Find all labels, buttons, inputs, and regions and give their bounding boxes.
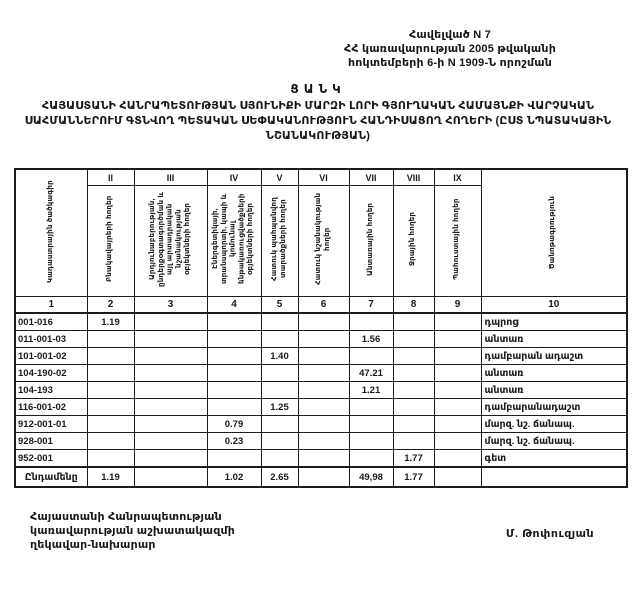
total-value <box>134 467 207 487</box>
cell-value: 1.19 <box>87 313 134 331</box>
total-row <box>15 467 627 487</box>
row-code: 912-001-01 <box>15 416 87 433</box>
total-value: 1.02 <box>207 467 261 487</box>
numeral-VIII: VIII <box>393 169 434 186</box>
table-row <box>15 416 627 433</box>
row-code: 001-016 <box>15 313 87 331</box>
signature-name: Մ. Թոփուզյան <box>505 528 595 540</box>
col-header-settlement-lands: Բնակավայրերի հողեր <box>87 186 134 297</box>
appendix-line-2: ՀՀ կառավարության 2005 թվականի <box>344 43 556 55</box>
appendix-line-1: Հավելված N 7 <box>409 29 491 41</box>
table-row <box>15 433 627 450</box>
cell-value <box>349 399 393 416</box>
cell-value <box>134 433 207 450</box>
cell-value <box>261 382 298 399</box>
table-row <box>15 365 627 382</box>
cell-value <box>393 348 434 365</box>
cell-value <box>87 382 134 399</box>
total-value: 2.65 <box>261 467 298 487</box>
row-code: 104-190-02 <box>15 365 87 382</box>
cell-value <box>87 331 134 348</box>
cell-value <box>134 348 207 365</box>
cell-value <box>207 450 261 468</box>
cell-value <box>434 313 481 331</box>
table-row <box>15 382 627 399</box>
cell-value <box>349 416 393 433</box>
colnum-5: 5 <box>261 297 298 314</box>
col-header-reserve-lands: Պահուստային հողեր <box>434 186 481 297</box>
cell-value <box>87 433 134 450</box>
colnum-7: 7 <box>349 297 393 314</box>
numeral-III: III <box>134 169 207 186</box>
cell-value <box>134 416 207 433</box>
cell-value <box>393 399 434 416</box>
row-note: անտառ <box>481 331 627 348</box>
row-note: դամբարանադաշտ <box>481 399 627 416</box>
cell-value <box>261 416 298 433</box>
row-code: 101-001-02 <box>15 348 87 365</box>
colnum-1: 1 <box>15 297 87 314</box>
colnum-4: 4 <box>207 297 261 314</box>
signature-title-line-1: Հայաստանի Հանրապետության <box>30 511 222 523</box>
row-code: 011-001-03 <box>15 331 87 348</box>
numeral-VI: VI <box>298 169 349 186</box>
cell-value: 1.56 <box>349 331 393 348</box>
colnum-3: 3 <box>134 297 207 314</box>
row-code: 104-193 <box>15 382 87 399</box>
cell-value <box>134 450 207 468</box>
col-header-forest-lands: Անտառային հողեր <box>349 186 393 297</box>
row-note: անտառ <box>481 365 627 382</box>
cell-value <box>434 365 481 382</box>
cell-value <box>434 416 481 433</box>
cell-value <box>393 365 434 382</box>
cell-value <box>434 433 481 450</box>
row-note: մարզ. նշ. ճանապ. <box>481 433 627 450</box>
colnum-9: 9 <box>434 297 481 314</box>
cell-value: 0.23 <box>207 433 261 450</box>
cell-value <box>434 399 481 416</box>
row-code: 116-001-02 <box>15 399 87 416</box>
cell-value: 47.21 <box>349 365 393 382</box>
col-header-industrial-lands: Արդյունաբերության, ընդերքօգտագործման և այլ արտադրական նշանակության օբյեկտների հողեր <box>134 186 207 297</box>
cell-value <box>298 348 349 365</box>
cell-value <box>207 399 261 416</box>
colnum-6: 6 <box>298 297 349 314</box>
cell-value <box>261 313 298 331</box>
col-header-water-lands: Ջրային հողեր <box>393 186 434 297</box>
signature-title-block <box>30 510 235 552</box>
cell-value <box>434 331 481 348</box>
column-number-row <box>15 297 627 314</box>
cell-value <box>207 313 261 331</box>
cell-value <box>134 399 207 416</box>
cell-value: 0.79 <box>207 416 261 433</box>
colnum-8: 8 <box>393 297 434 314</box>
cell-value <box>261 331 298 348</box>
total-value: 1.19 <box>87 467 134 487</box>
table-row <box>15 348 627 365</box>
col-header-special-purpose-lands: Հատուկ նշանակության հողեր <box>298 186 349 297</box>
numeral-IX: IX <box>434 169 481 186</box>
colnum-2: 2 <box>87 297 134 314</box>
cell-value <box>393 313 434 331</box>
total-note <box>481 467 627 487</box>
cell-value <box>207 348 261 365</box>
cell-value <box>434 348 481 365</box>
cell-value <box>134 331 207 348</box>
total-value <box>434 467 481 487</box>
appendix-line-3: հոկտեմբերի 6-ի N 1909-Ն որոշման <box>347 57 553 69</box>
total-value: 49,98 <box>349 467 393 487</box>
cell-value <box>393 433 434 450</box>
table-row <box>15 399 627 416</box>
cell-value <box>261 365 298 382</box>
cell-value <box>349 348 393 365</box>
col-header-energy-transport-lands: Էներգետիկայի, տրանսպորտի, կապի և կոմունալ ենթակառուցվածքների օբյեկտների հողեր <box>207 186 261 297</box>
cell-value <box>298 365 349 382</box>
row-code: 952-001 <box>15 450 87 468</box>
col-header-cadastral-code <box>15 169 87 297</box>
cell-value <box>87 450 134 468</box>
cell-value <box>207 331 261 348</box>
document-subtitle: ՀԱՅԱՍՏԱՆԻ ՀԱՆՐԱՊԵՏՈՒԹՅԱՆ ՍՅՈՒՆԻՔԻ ՄԱՐԶԻ ԼՈՐԻ ԳՅՈՒՂԱԿԱՆ ՀԱՄԱՅՆՔԻ ՎԱՐՉԱԿԱՆ ՍԱՀՄԱՆՆԵՐՈՒՄ ԳՏՆՎՈՂ ՊԵՏԱԿԱՆ ՍԵՓԱԿԱՆՈՒԹՅՈՒՆ ՀԱՆԴԻՍԱՑՈՂ ՀՈՂԵՐԻ (ԸՍՏ ՆՊԱՏԱԿԱՅԻՆ ՆՇԱՆԱԿՈՒԹՅԱՆ) <box>24 100 612 142</box>
cell-value <box>134 382 207 399</box>
cell-value: 1.21 <box>349 382 393 399</box>
cell-value <box>261 433 298 450</box>
cell-value <box>261 450 298 468</box>
cell-value <box>87 365 134 382</box>
document-title: ՑԱՆԿ <box>290 82 346 96</box>
land-table-wrapper <box>14 168 628 488</box>
cell-value <box>298 331 349 348</box>
cell-value: 1.25 <box>261 399 298 416</box>
cadastral-code-label: Կադաստրային ծածկագիր <box>46 180 54 284</box>
cell-value <box>298 399 349 416</box>
total-value <box>298 467 349 487</box>
cell-value <box>393 416 434 433</box>
cell-value <box>298 433 349 450</box>
note-header-label: Ծանոթագրություն <box>549 195 557 269</box>
cell-value <box>393 382 434 399</box>
cell-value <box>207 382 261 399</box>
row-note: անտառ <box>481 382 627 399</box>
row-code: 928-001 <box>15 433 87 450</box>
total-value: 1.77 <box>393 467 434 487</box>
col-header-protected-areas-lands: Հատուկ պահպանվող տարածքների հողեր <box>261 186 298 297</box>
cell-value <box>87 348 134 365</box>
numeral-IV: IV <box>207 169 261 186</box>
land-table <box>14 168 628 488</box>
signature-title-line-3: ղեկավար-նախարար <box>30 539 156 551</box>
col-header-note <box>481 169 627 297</box>
cell-value <box>349 450 393 468</box>
cell-value <box>298 313 349 331</box>
cell-value <box>134 313 207 331</box>
cell-value <box>298 450 349 468</box>
cell-value <box>298 416 349 433</box>
numeral-II: II <box>87 169 134 186</box>
cell-value <box>393 331 434 348</box>
total-label: Ընդամենը <box>15 467 87 487</box>
numeral-header-row <box>15 169 627 186</box>
row-note: դամբարան ադաշտ <box>481 348 627 365</box>
row-note: դպրոց <box>481 313 627 331</box>
cell-value: 1.40 <box>261 348 298 365</box>
cell-value <box>434 382 481 399</box>
cell-value <box>434 450 481 468</box>
cell-value <box>87 399 134 416</box>
signature-title-line-2: կառավարության աշխատակազմի <box>30 525 236 537</box>
cell-value <box>87 416 134 433</box>
table-row <box>15 331 627 348</box>
cell-value <box>349 313 393 331</box>
cell-value <box>134 365 207 382</box>
colnum-10: 10 <box>481 297 627 314</box>
table-row <box>15 313 627 331</box>
row-note: գետ <box>481 450 627 468</box>
appendix-reference <box>300 28 600 70</box>
row-note: մարզ. նշ. ճանապ. <box>481 416 627 433</box>
numeral-VII: VII <box>349 169 393 186</box>
table-row <box>15 450 627 468</box>
cell-value <box>298 382 349 399</box>
table-body <box>15 313 627 487</box>
numeral-V: V <box>261 169 298 186</box>
cell-value: 1.77 <box>393 450 434 468</box>
cell-value <box>207 365 261 382</box>
cell-value <box>349 433 393 450</box>
